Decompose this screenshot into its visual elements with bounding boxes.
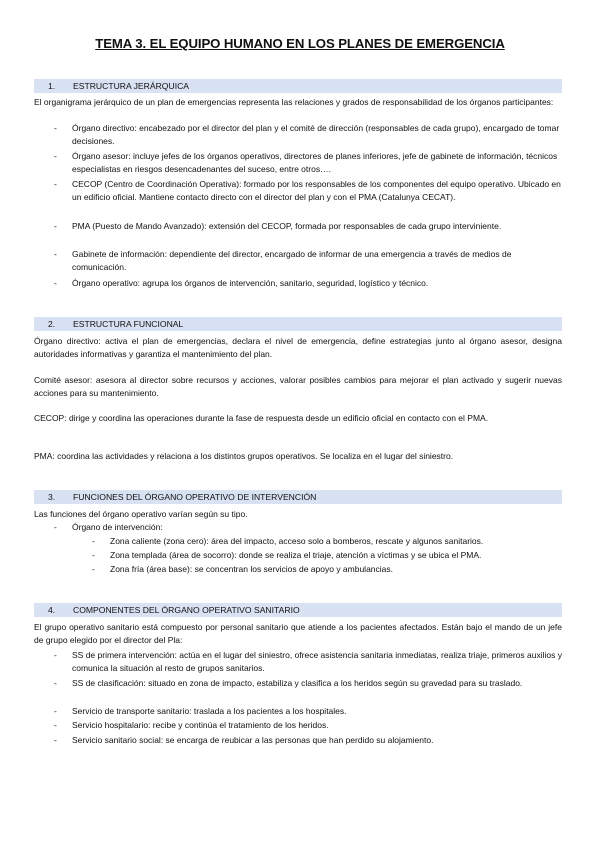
bullet-marker: - [54, 221, 57, 231]
bullet-marker: - [92, 536, 95, 546]
list-item: Servicio hospitalario: recibe y continúa el tratamiento de los heridos. [72, 720, 329, 730]
paragraph: Comité asesor: asesora al director sobre recursos y acciones, valorar posibles cambios para mejorar el plan activado y sugerir nuevas acciones para su mantenimiento. [34, 375, 562, 398]
list-item: Zona templada (área de socorro): donde se realiza el triaje, atención a víctimas y se ubica el PMA. [110, 550, 482, 560]
paragraph: PMA: coordina las actividades y relaciona a los distintos grupos operativos. Se localiza en el lugar del siniestro. [34, 451, 454, 461]
bullet-marker: - [54, 735, 57, 745]
bullet-marker: - [54, 522, 57, 532]
list-item: PMA (Puesto de Mando Avanzado): extensión del CECOP, formada por responsables de cada grupo interviniente. [72, 221, 502, 231]
section-2-heading [34, 317, 562, 331]
bullet-marker: - [54, 678, 57, 688]
list-item: Servicio de transporte sanitario: traslada a los pacientes a los hospitales. [72, 706, 347, 716]
section-4-intro: El grupo operativo sanitario está compuesto por personal sanitario que atiende a los pacientes afectados. Están bajo el mando de un jefe de grupo elegido por el director del Pla: [34, 622, 562, 645]
bullet-marker: - [54, 278, 57, 288]
list-item: Órgano directivo: encabezado por el director del plan y el comité de dirección (responsables de cada grupo), encargado de tomar decisiones. [72, 123, 560, 146]
list-item: Órgano operativo: agrupa los órganos de intervención, sanitario, seguridad, logístico y técnico. [72, 278, 429, 288]
list-item: CECOP (Centro de Coordinación Operativa): formado por los responsables de los componentes del equipo operativo. Ubicado en un edificio oficial. Mantiene contacto directo con el director del plan y con el PMA (Catalunya CECAT). [72, 179, 561, 202]
list-item: SS de clasificación: situado en zona de impacto, estabiliza y clasifica a los heridos según su gravedad para su traslado. [72, 678, 523, 688]
bullet-marker: - [54, 151, 57, 161]
list-item: SS de primera intervención: actúa en el lugar del siniestro, ofrece asistencia sanitaria inmediatas, realiza triaje, primeros auxilios y comunica la situación al resto de grupos sanitarios. [72, 650, 562, 673]
section-4-heading [34, 603, 562, 617]
bullet-marker: - [54, 650, 57, 660]
section-3-intro: Las funciones del órgano operativo varían según su tipo. [34, 509, 248, 519]
list-item: Zona fría (área base): se concentran los servicios de apoyo y ambulancias. [110, 564, 394, 574]
section-title: FUNCIONES DEL ÓRGANO OPERATIVO DE INTERVENCIÓN [73, 492, 317, 502]
section-number: 1. [48, 81, 56, 91]
section-title: COMPONENTES DEL ÓRGANO OPERATIVO SANITARIO [73, 605, 300, 615]
bullet-marker: - [54, 123, 57, 133]
paragraph: Órgano directivo: activa el plan de emergencias, declara el nivel de emergencia, define estrategias junto al órgano asesor, designa autoridades informativas y garantiza el mantenimiento del plan. [34, 336, 562, 359]
bullet-marker: - [54, 706, 57, 716]
bullet-marker: - [54, 179, 57, 189]
section-title: ESTRUCTURA JERÁRQUICA [73, 81, 190, 91]
bullet-marker: - [92, 564, 95, 574]
list-item: Servicio sanitario social: se encarga de reubicar a las personas que han perdido su alojamiento. [72, 735, 434, 745]
section-1-heading [34, 79, 562, 93]
section-number: 2. [48, 319, 56, 329]
bullet-marker: - [54, 249, 57, 259]
section-number: 4. [48, 605, 56, 615]
list-item: Órgano asesor: incluye jefes de los órganos operativos, directores de planes inferiores, jefe de gabinete de información, técnicos especialistas en riesgos desencadenantes del suceso, entre otros…. [72, 151, 558, 174]
section-title: ESTRUCTURA FUNCIONAL [73, 319, 184, 329]
bullet-marker: - [54, 720, 57, 730]
sub-heading: Órgano de intervención: [72, 522, 163, 532]
section-number: 3. [48, 492, 56, 502]
section-1-intro: El organigrama jerárquico de un plan de emergencias representa las relaciones y grados de responsabilidad de los órganos participantes: [34, 97, 554, 107]
paragraph: CECOP: dirige y coordina las operaciones durante la fase de respuesta desde un edificio oficial en contacto con el PMA. [34, 413, 489, 423]
list-item: Zona caliente (zona cero): área del impacto, acceso solo a bomberos, rescate y algunos sanitarios. [110, 536, 484, 546]
list-item: Gabinete de información: dependiente del director, encargado de informar de una emergencia a través de medios de comunicación. [72, 249, 512, 272]
bullet-marker: - [92, 550, 95, 560]
section-3-heading [34, 490, 562, 504]
document-title: TEMA 3. EL EQUIPO HUMANO EN LOS PLANES DE EMERGENCIA [95, 36, 505, 51]
